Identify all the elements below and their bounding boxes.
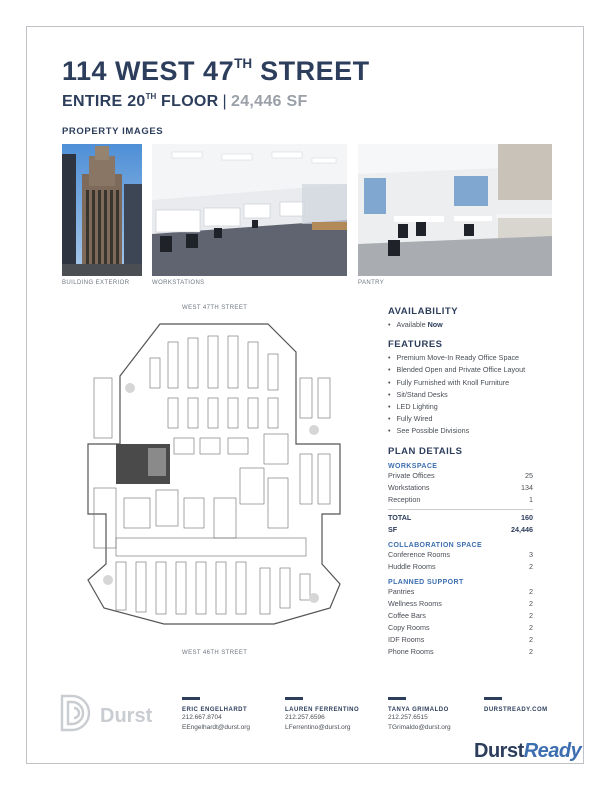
feature-item: • LED Lighting <box>388 401 533 413</box>
contact-email[interactable]: TGrimaldo@durst.org <box>388 723 451 731</box>
plan-details-heading: PLAN DETAILS <box>388 445 463 457</box>
detail-row: Wellness Rooms 2 <box>388 598 533 608</box>
contact-email[interactable]: EEngelhardt@durst.org <box>182 723 251 731</box>
feature-item: • Blended Open and Private Office Layout <box>388 364 533 376</box>
features-heading: FEATURES <box>388 339 443 351</box>
contact-phone[interactable]: 212.667.8704 <box>182 714 222 721</box>
caption-pantry: PANTRY <box>358 280 385 286</box>
contact-phone[interactable]: 212.257.6596 <box>285 714 325 721</box>
detail-row: Pantries 2 <box>388 586 533 596</box>
contact-phone[interactable]: 212.257.6515 <box>388 714 428 721</box>
collaboration-heading: COLLABORATION SPACE <box>388 541 483 549</box>
detail-row: Private Offices 25 <box>388 470 533 480</box>
website-link[interactable]: DURSTREADY.COM <box>484 707 548 713</box>
features-list <box>388 352 533 437</box>
south-street-label: WEST 46TH STREET <box>182 650 248 656</box>
availability-heading: AVAILABILITY <box>388 306 459 317</box>
caption-workstations: WORKSTATIONS <box>152 280 205 286</box>
feature-item: • Fully Furnished with Knoll Furniture <box>388 377 533 389</box>
detail-row: Copy Rooms 2 <box>388 622 533 632</box>
accent-bar <box>285 697 303 700</box>
availability-item: • Available Now <box>388 319 533 331</box>
website-card <box>484 697 580 713</box>
contact-card <box>388 697 484 732</box>
contact-name: TANYA GRIMALDO <box>388 707 449 713</box>
property-images-heading: PROPERTY IMAGES <box>62 126 164 137</box>
feature-item: • See Possible Divisions <box>388 425 533 437</box>
workstations-photo <box>152 144 347 276</box>
detail-row: Coffee Bars 2 <box>388 610 533 620</box>
divider <box>388 509 533 510</box>
detail-row: Phone Rooms 2 <box>388 646 533 656</box>
floor-plan <box>64 318 354 644</box>
contact-name: ERIC ENGELHARDT <box>182 707 248 713</box>
workspace-heading: WORKSPACE <box>388 462 438 470</box>
planned-support-heading: PLANNED SUPPORT <box>388 578 464 586</box>
detail-row: Reception 1 <box>388 494 533 504</box>
contact-card <box>182 697 278 732</box>
accent-bar <box>484 697 502 700</box>
building-exterior-photo <box>62 144 142 276</box>
caption-building-exterior: BUILDING EXTERIOR <box>62 280 130 286</box>
accent-bar <box>182 697 200 700</box>
durst-logo <box>60 692 160 734</box>
contact-email[interactable]: LFerrentino@durst.org <box>285 723 351 731</box>
contact-card <box>285 697 381 732</box>
detail-row: IDF Rooms 2 <box>388 634 533 644</box>
sf-row: SF 24,446 <box>388 524 533 534</box>
durst-ready-logo: DurstReady <box>474 740 582 762</box>
floor-subtitle: ENTIRE 20TH FLOOR | 24,446 SF <box>62 92 308 111</box>
detail-row: Conference Rooms 3 <box>388 549 533 559</box>
feature-item: • Fully Wired <box>388 413 533 425</box>
pantry-photo <box>358 144 552 276</box>
north-street-label: WEST 47TH STREET <box>182 305 248 311</box>
accent-bar <box>388 697 406 700</box>
contact-name: LAUREN FERRENTINO <box>285 707 360 713</box>
svg-text:Durst: Durst <box>100 705 153 727</box>
total-row: TOTAL 160 <box>388 512 533 522</box>
availability-list <box>388 319 533 331</box>
square-feet: 24,446 SF <box>231 93 308 111</box>
feature-item: • Premium Move-In Ready Office Space <box>388 352 533 364</box>
feature-item: • Sit/Stand Desks <box>388 389 533 401</box>
detail-row: Huddle Rooms 2 <box>388 561 533 571</box>
building-title: 114 WEST 47TH STREET <box>62 56 370 87</box>
details-column <box>388 306 533 658</box>
detail-row: Workstations 134 <box>388 482 533 492</box>
